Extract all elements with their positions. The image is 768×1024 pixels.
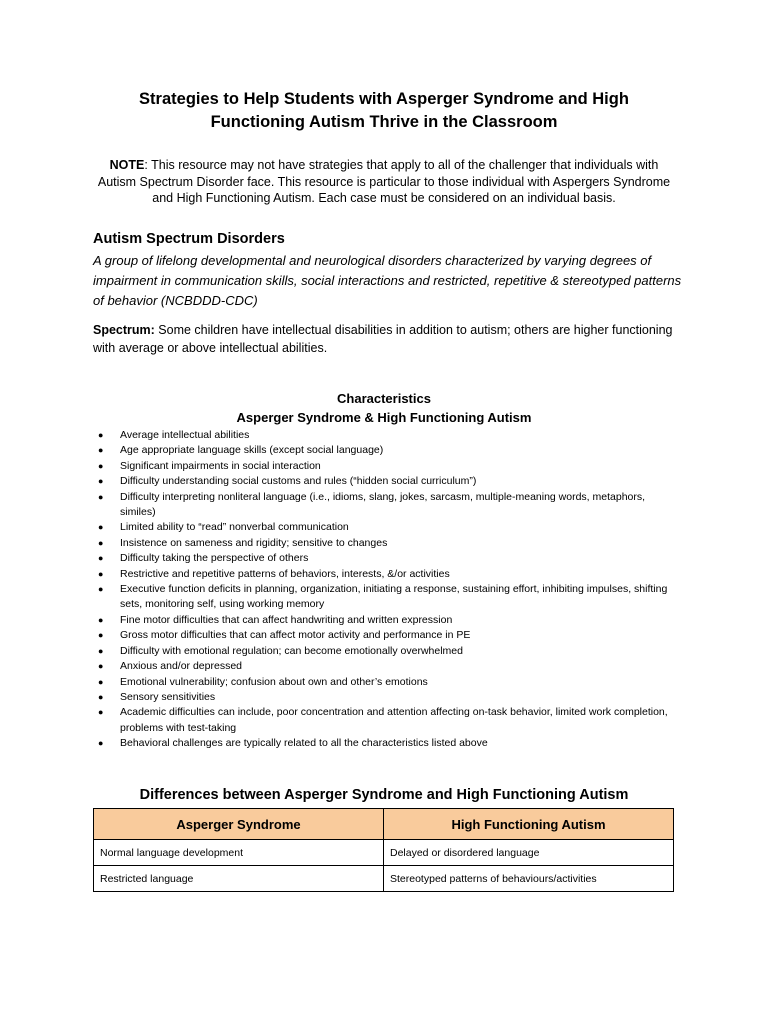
table-header-cell: Asperger Syndrome bbox=[94, 809, 384, 840]
spectrum-text: Some children have intellectual disabilities in addition to autism; others are higher functioning with average or above intellectual abilities. bbox=[93, 323, 673, 355]
list-item bbox=[93, 474, 683, 489]
list-item bbox=[93, 690, 683, 705]
bullet-icon: ● bbox=[98, 460, 104, 471]
page-title: Strategies to Help Students with Asperger Syndrome and High Functioning Autism Thrive in the Classroom bbox=[139, 90, 629, 131]
asd-definition: A group of lifelong developmental and neurological disorders characterized by varying degrees of impairment in communication skills, social interactions and restricted, repetitive & stereotyped patterns of behavior (NCBDDD-CDC) bbox=[93, 253, 682, 308]
bullet-icon: ● bbox=[98, 738, 104, 749]
bullet-icon: ● bbox=[98, 491, 104, 502]
table-header-cell: High Functioning Autism bbox=[384, 809, 674, 840]
bullet-icon: ● bbox=[98, 430, 104, 440]
list-item-text: Sensory sensitivities bbox=[120, 690, 216, 703]
bullet-icon: ● bbox=[98, 676, 104, 687]
spectrum-label: Spectrum: bbox=[93, 323, 155, 337]
list-item-text: Fine motor difficulties that can affect handwriting and written expression bbox=[120, 613, 453, 626]
list-item bbox=[93, 536, 683, 551]
list-item-text: Age appropriate language skills (except social language) bbox=[120, 444, 384, 457]
list-item-text: Limited ability to “read” nonverbal communication bbox=[120, 521, 349, 534]
bullet-icon: ● bbox=[98, 584, 104, 595]
list-item-text: Gross motor difficulties that can affect motor activity and performance in PE bbox=[120, 629, 471, 642]
differences-heading: Differences between Asperger Syndrome and High Functioning Autism bbox=[139, 787, 629, 803]
list-item bbox=[93, 490, 683, 521]
list-item bbox=[93, 613, 683, 628]
table-header-row bbox=[94, 809, 674, 840]
list-item bbox=[93, 659, 683, 674]
bullet-icon: ● bbox=[98, 445, 104, 456]
table-row bbox=[94, 840, 674, 866]
list-item bbox=[93, 567, 683, 582]
list-item bbox=[93, 736, 683, 751]
note-text: : This resource may not have strategies that apply to all of the challenger that individuals with Autism Spectrum Disorder face. This resource is particular to those individual with Aspergers Syndrome and High Functioning Autism. Each case must be considered on an individual basis. bbox=[97, 158, 671, 205]
table-cell: Stereotyped patterns of behaviours/activities bbox=[384, 866, 674, 892]
list-item-text: Difficulty interpreting nonliteral language (i.e., idioms, slang, jokes, sarcasm, multiple-meaning words, metaphors, similes) bbox=[120, 490, 646, 519]
list-item-text: Anxious and/or depressed bbox=[120, 660, 242, 673]
list-item bbox=[93, 443, 683, 458]
bullet-icon: ● bbox=[98, 522, 104, 533]
list-item-text: Behavioral challenges are typically related to all the characteristics listed above bbox=[120, 737, 488, 750]
table-cell: Restricted language bbox=[94, 866, 384, 892]
differences-table bbox=[93, 808, 674, 892]
bullet-icon: ● bbox=[98, 691, 104, 702]
characteristics-subtitle: Asperger Syndrome & High Functioning Autism bbox=[236, 410, 532, 425]
bullet-icon: ● bbox=[98, 537, 104, 548]
bullet-icon: ● bbox=[98, 614, 104, 625]
list-item-text: Difficulty with emotional regulation; can become emotionally overwhelmed bbox=[120, 644, 463, 657]
bullet-icon: ● bbox=[98, 568, 104, 579]
list-item-text: Significant impairments in social interaction bbox=[120, 459, 321, 472]
list-item bbox=[93, 628, 683, 643]
list-item bbox=[93, 644, 683, 659]
characteristics-list bbox=[93, 428, 683, 752]
list-item-text: Insistence on sameness and rigidity; sensitive to changes bbox=[120, 536, 388, 549]
table-row bbox=[94, 866, 674, 892]
list-item bbox=[93, 551, 683, 566]
list-item-text: Executive function deficits in planning, organization, initiating a response, sustaining effort, inhibiting impulses, shifting sets, monitoring self, using working memory bbox=[120, 583, 668, 611]
list-item bbox=[93, 705, 683, 736]
list-item bbox=[93, 459, 683, 474]
list-item-text: Academic difficulties can include, poor concentration and attention affecting on-task behavior, limited work completion, problems with test-taking bbox=[120, 706, 668, 734]
asd-heading: Autism Spectrum Disorders bbox=[93, 231, 285, 247]
bullet-icon: ● bbox=[98, 661, 104, 672]
bullet-icon: ● bbox=[98, 553, 104, 564]
list-item-text: Difficulty taking the perspective of others bbox=[120, 552, 309, 565]
table-cell: Normal language development bbox=[94, 840, 384, 866]
list-item bbox=[93, 675, 683, 690]
bullet-icon: ● bbox=[98, 707, 104, 718]
list-item-text: Emotional vulnerability; confusion about own and other’s emotions bbox=[120, 675, 428, 688]
characteristics-title: Characteristics bbox=[337, 391, 431, 406]
list-item-text: Average intellectual abilities bbox=[120, 429, 250, 441]
list-item-text: Restrictive and repetitive patterns of behaviors, interests, &/or activities bbox=[120, 567, 450, 580]
note-paragraph bbox=[92, 157, 676, 207]
spectrum-paragraph bbox=[93, 322, 683, 357]
list-item bbox=[93, 428, 683, 443]
bullet-icon: ● bbox=[98, 476, 104, 487]
list-item-text: Difficulty understanding social customs and rules (“hidden social curriculum”) bbox=[120, 475, 477, 488]
bullet-icon: ● bbox=[98, 630, 104, 641]
list-item bbox=[93, 520, 683, 535]
note-label: NOTE bbox=[109, 158, 145, 172]
list-item bbox=[93, 582, 683, 613]
table-cell: Delayed or disordered language bbox=[384, 840, 674, 866]
bullet-icon: ● bbox=[98, 645, 104, 656]
